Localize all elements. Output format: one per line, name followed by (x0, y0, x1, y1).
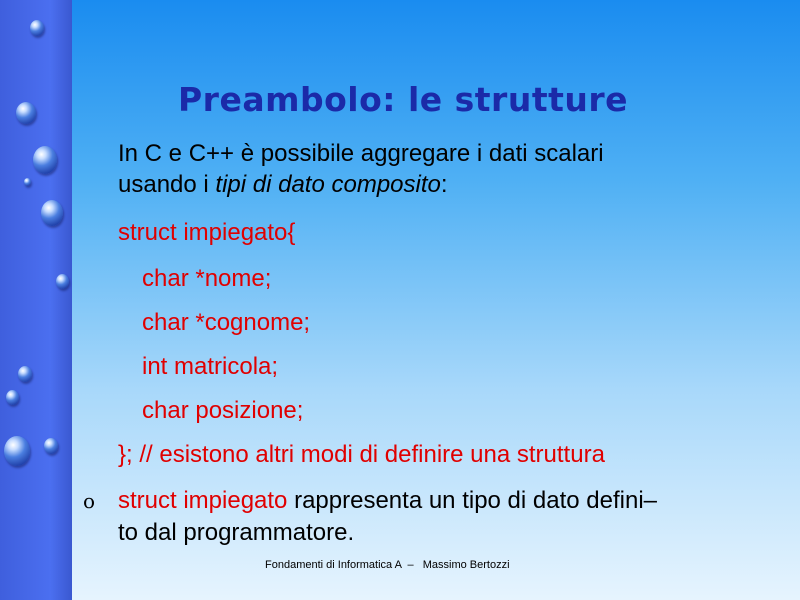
bubble-decoration (16, 102, 36, 124)
code-line-2: char *nome; (142, 265, 272, 292)
intro-line-2 (118, 171, 448, 199)
slide-footer: Fondamenti di Informatica A – Massimo Bertozzi (265, 559, 510, 571)
bullet-marker: o (83, 489, 96, 513)
emphasized-term: tipi di dato composito (215, 171, 441, 198)
slide-title: Preambolo: le strutture (178, 80, 629, 119)
code-line-4: int matricola; (142, 353, 279, 380)
intro-line-1: In C e C++ è possibile aggregare i dati scalari (118, 140, 604, 167)
bubble-decoration (30, 20, 44, 36)
bubble-decoration (24, 178, 31, 186)
bullet-text: rappresenta un tipo di dato defini– (287, 487, 658, 514)
bubble-decoration (4, 436, 30, 466)
bubble-decoration (44, 438, 58, 454)
intro-text: usando i (118, 171, 216, 198)
code-line-5: char posizione; (142, 397, 304, 424)
code-line-3: char *cognome; (142, 309, 311, 336)
code-line-1: struct impiegato{ (118, 219, 296, 246)
bullet-line-2: to dal programmatore. (118, 519, 355, 546)
intro-colon: : (440, 171, 448, 198)
bubble-decoration (56, 274, 69, 289)
bubble-decoration (18, 366, 32, 382)
bullet-line-1 (118, 487, 657, 515)
bubble-decoration (41, 200, 63, 226)
bullet-code-term: struct impiegato (118, 487, 288, 514)
bubble-decoration (6, 390, 19, 405)
bubble-decoration (33, 146, 57, 174)
code-line-6: }; // esistono altri modi di definire una struttura (118, 441, 605, 468)
decorative-sidebar (0, 0, 72, 600)
